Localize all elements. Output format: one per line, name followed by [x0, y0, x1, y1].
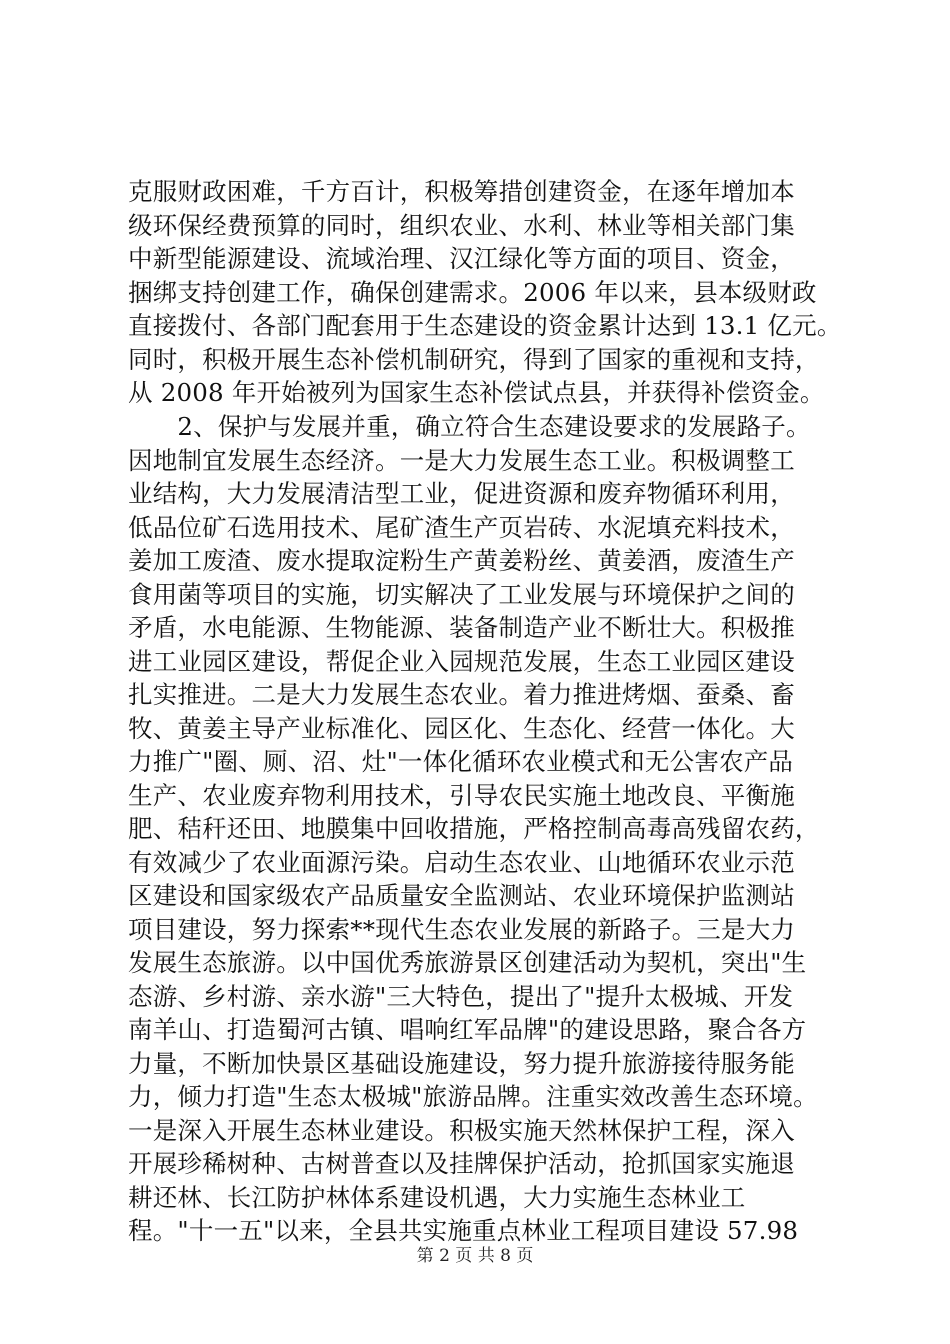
text-line: 矛盾，水电能源、生物能源、装备制造产业不断壮大。积极推: [128, 613, 795, 642]
text-line: 项目建设，努力探索**现代生态农业发展的新路子。三是大力: [128, 914, 796, 944]
text-line: 扎实推进。二是大力发展生态农业。着力推进烤烟、蚕桑、畜: [128, 680, 795, 709]
text-line: 肥、秸秆还田、地膜集中回收措施，严格控制高毒高残留农药，: [128, 814, 820, 843]
text-line: 2、保护与发展并重，确立符合生态建设要求的发展路子。: [128, 412, 811, 441]
text-line: 一是深入开展生态林业建设。积极实施天然林保护工程，深入: [128, 1115, 795, 1145]
text-line: 从 2008 年开始被列为国家生态补偿试点县，并获得补偿资金。: [128, 378, 825, 407]
text-line: 因地制宜发展生态经济。一是大力发展生态工业。积极调整工: [128, 445, 795, 475]
text-line: 程。"十一五"以来，全县共实施重点林业工程项目建设 57.98: [128, 1216, 799, 1245]
text-line: 捆绑支持创建工作，确保创建需求。2006 年以来，县本级财政: [128, 277, 817, 307]
text-line: 进工业园区建设，帮促企业入园规范发展，生态工业园区建设: [128, 646, 795, 676]
text-line: 南羊山、打造蜀河古镇、唱响红军品牌"的建设思路，聚合各方: [128, 1015, 807, 1044]
text-line: 发展生态旅游。以中国优秀旅游景区创建活动为契机，突出"生: [128, 948, 807, 977]
text-line: 同时，积极开展生态补偿机制研究，得到了国家的重视和支持，: [128, 344, 820, 374]
text-line: 克服财政困难，千方百计，积极筹措创建资金，在逐年增加本: [128, 177, 795, 206]
paragraph-development: [128, 410, 868, 1248]
page-number-footer: 第 2 页 共 8 页: [416, 1246, 534, 1266]
text-line: 牧、黄姜主导产业标准化、园区化、生态化、经营一体化。大: [128, 713, 795, 743]
text-line: 区建设和国家级农产品质量安全监测站、农业环境保护监测站: [128, 881, 795, 910]
text-line: 力推广"圈、厕、沼、灶"一体化循环农业模式和无公害农产品: [128, 747, 794, 776]
paragraph-funding: [128, 175, 868, 410]
text-line: 力，倾力打造"生态太极城"旅游品牌。注重实效改善生态环境。: [128, 1082, 818, 1111]
text-line: 有效减少了农业面源污染。启动生态农业、山地循环农业示范: [128, 847, 795, 877]
text-line: 业结构，大力发展清洁型工业，促进资源和废弃物循环利用，: [128, 479, 795, 508]
text-line: 开展珍稀树种、古树普查以及挂牌保护活动，抢抓国家实施退: [128, 1149, 795, 1178]
text-line: 食用菌等项目的实施，切实解决了工业发展与环境保护之间的: [128, 579, 795, 609]
text-line: 耕还林、长江防护林体系建设机遇，大力实施生态林业工: [128, 1182, 746, 1212]
text-line: 级环保经费预算的同时，组织农业、水利、林业等相关部门集: [128, 210, 795, 240]
text-line: 直接拨付、各部门配套用于生态建设的资金累计达到 13.1 亿元。: [128, 311, 842, 340]
text-line: 低品位矿石选用技术、尾矿渣生产页岩砖、水泥填充料技术，: [128, 512, 795, 542]
text-line: 生产、农业废弃物利用技术，引导农民实施土地改良、平衡施: [128, 780, 795, 810]
text-line: 力量，不断加快景区基础设施建设，努力提升旅游接待服务能: [128, 1048, 795, 1078]
text-line: 态游、乡村游、亲水游"三大特色，提出了"提升太极城、开发: [128, 981, 794, 1011]
text-line: 姜加工废渣、废水提取淀粉生产黄姜粉丝、黄姜酒，废渣生产: [128, 546, 795, 575]
text-line: 中新型能源建设、流域治理、汉江绿化等方面的项目、资金，: [128, 244, 795, 273]
